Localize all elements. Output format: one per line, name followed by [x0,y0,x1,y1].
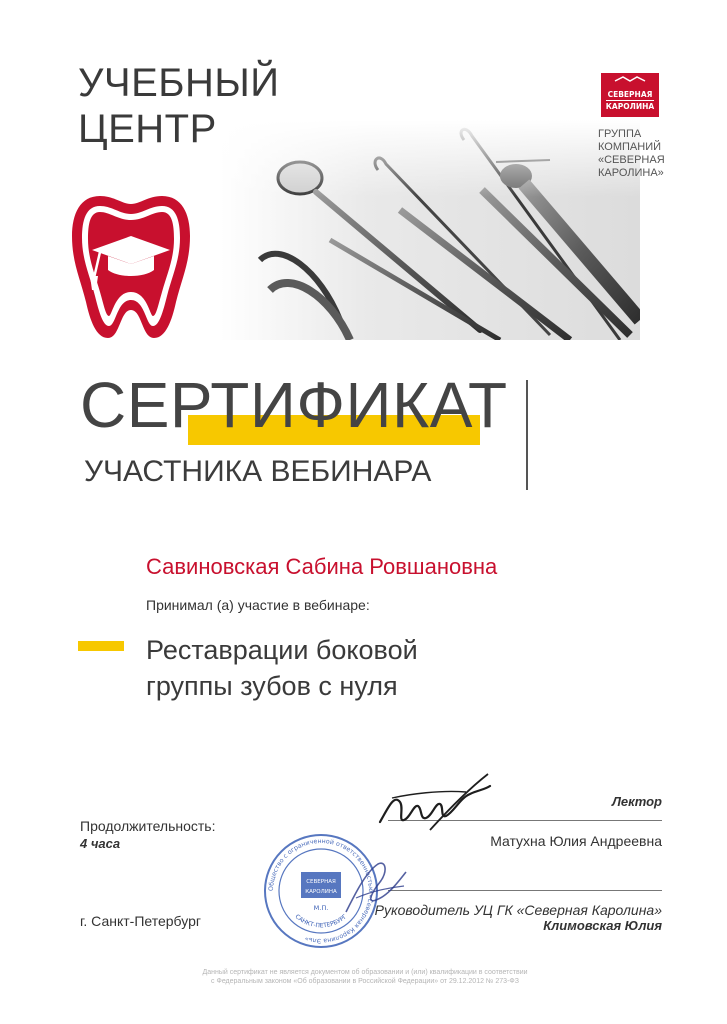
vertical-divider [526,380,528,490]
certificate-subtitle: УЧАСТНИКА ВЕБИНАРА [84,455,432,488]
webinar-topic-line2: группы зубов с нуля [146,671,398,701]
disclaimer-line2: с Федеральным законом «Об образовании в Российской Федерации» от 29.12.2012 № 273-ФЗ [211,978,519,985]
head-signature-line [388,890,662,891]
brand-caption-line1: ГРУППА [598,128,642,140]
disclaimer-line1: Данный сертификат не является документом об образовании и (или) квалификации в соответствии [202,969,528,976]
brand-caption [598,128,708,180]
brand-logo-line2: КАРОЛИНА [605,102,655,111]
city: г. Санкт-Петербург [80,913,201,929]
head-role: Руководитель УЦ ГК «Северная Каролина» [374,902,662,918]
brand-logo [601,73,659,117]
stamp-city-text: САНКТ-ПЕТЕРБУРГ [293,913,349,930]
dental-instruments-illustration [220,120,640,340]
brand-caption-line2: КОМПАНИЙ [598,141,662,153]
head-signature [336,852,416,922]
training-center-title-line2: ЦЕНТР [78,107,217,151]
brand-logo-line1: СЕВЕРНАЯ [607,90,653,99]
stamp-mp-label: М.П. [313,904,329,912]
lecturer-role: Лектор [611,794,662,809]
legal-disclaimer [150,968,580,986]
stamp-outer-text: Общество с ограниченной ответственностью «Северная Каролина Эль» [267,837,375,945]
stamp-logo-line2: КАРОЛИНА [305,889,337,895]
participation-text: Принимал (а) участие в вебинаре: [146,597,370,613]
stamp-logo-line1: СЕВЕРНАЯ [306,879,336,885]
tooth-graduation-cap-icon [70,192,192,340]
participant-name: Савиновская Сабина Ровшановна [146,554,498,579]
topic-accent-bar [78,641,124,651]
duration-value: 4 часа [80,836,121,851]
lecturer-name: Матухна Юлия Андреевна [490,833,662,849]
lecturer-signature [370,768,500,838]
training-center-title-line1: УЧЕБНЫЙ [78,61,280,105]
brand-logo-icon [601,73,659,117]
brand-caption-line3: «СЕВЕРНАЯ [598,154,665,166]
webinar-topic [146,632,566,704]
webinar-topic-line1: Реставрации боковой [146,635,418,665]
duration-label: Продолжительность: [80,818,216,834]
certificate-title: СЕРТИФИКАТ [80,369,508,441]
head-name: Климовская Юлия [543,918,662,933]
brand-caption-line4: КАРОЛИНА» [598,167,664,179]
